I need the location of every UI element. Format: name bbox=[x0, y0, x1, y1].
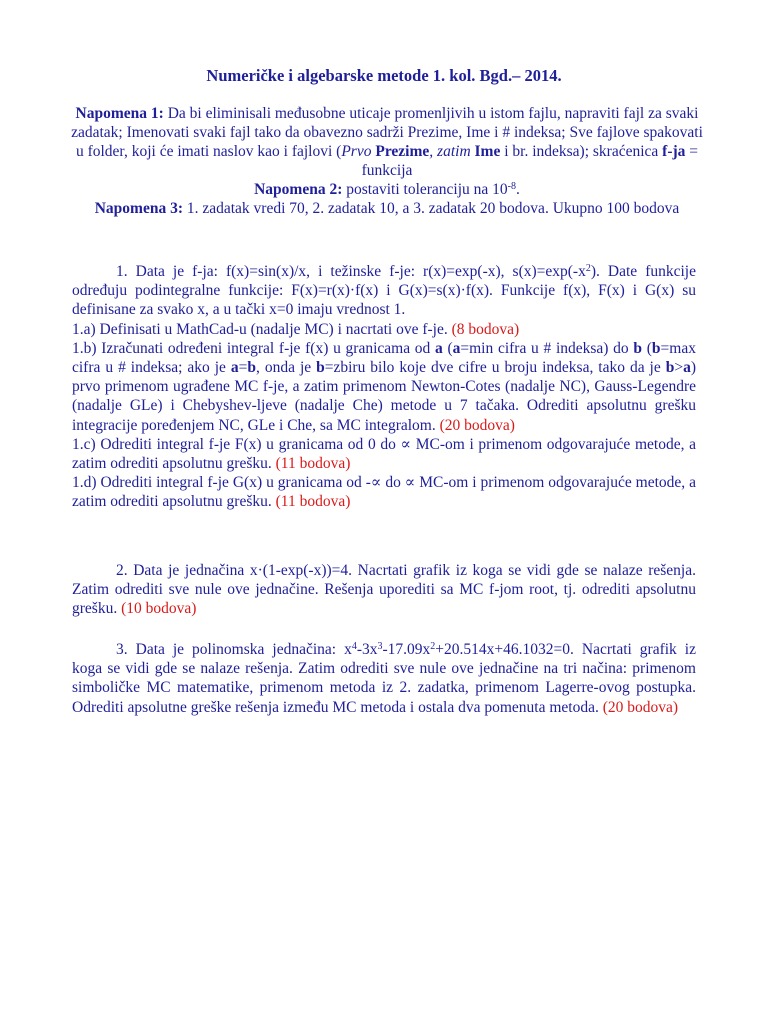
task-3-text: -3x bbox=[356, 641, 378, 658]
task-1c-points: (11 bodova) bbox=[275, 455, 351, 473]
task-3-text: 3. Data je polinomska jednačina: x bbox=[116, 641, 352, 658]
note-2-label: Napomena 2: bbox=[254, 181, 343, 198]
task-1b-var-a: a bbox=[683, 359, 691, 377]
task-1b-part: ) prvo primenom ugrađene MC f-je, a zatim primenom Newton-Cotes (nadalje NC), Gauss-Legendre (nadalje GLe) i Chebyshev-ljeve (nadalje Che) metode u 7 tačaka. Odrediti apsolutnu grešku integracije poređenjem NC, GLe i Che, sa MC integralom. bbox=[72, 359, 697, 434]
task-1c bbox=[72, 435, 696, 473]
task-1b-var-b: b bbox=[247, 359, 257, 377]
task-1b-part: = bbox=[238, 359, 248, 377]
task-1-intro bbox=[72, 262, 696, 320]
task-1c-text: 1.c) Odrediti integral f-je F(x) u granicama od 0 do ∝ MC-om i primenom odgovarajuće metode, a zatim odrediti apsolutnu grešku. bbox=[72, 435, 696, 473]
task-1b-var-b: b bbox=[633, 339, 643, 357]
task-1b-points: (20 bodova) bbox=[439, 416, 515, 434]
task-2-points: (10 bodova) bbox=[121, 600, 197, 618]
task-1-intro-a: 1. Data je f-ja: f(x)=sin(x)/x, i težinske f-je: r(x)=exp(-x), s(x)=exp(-x bbox=[116, 263, 586, 280]
task-1b-part: =max cifra u # indeksa; ako je bbox=[72, 339, 696, 377]
note-3-text: 1. zadatak vredi 70, 2. zadatak 10, a 3. zadatak 20 bodova. Ukupno 100 bodova bbox=[182, 200, 680, 217]
note-2 bbox=[66, 180, 708, 199]
note-1-text-b: i br. indeksa); skraćenica bbox=[500, 143, 663, 160]
task-1d-text: 1.d) Odrediti integral f-je G(x) u granicama od -∝ do ∝ MC-om i primenom odgovarajuće metode, a zatim odrediti apsolutnu grešku. bbox=[72, 474, 696, 511]
note-2-exponent: -8 bbox=[507, 181, 517, 192]
task-2 bbox=[72, 561, 696, 619]
note-3 bbox=[66, 199, 708, 218]
note-1-ime: Ime bbox=[474, 143, 501, 160]
task-1b-part: 1.b) Izračunati određeni integral f-je f(x) u granicama od bbox=[72, 339, 435, 357]
task-1d bbox=[72, 473, 696, 511]
task-1d-points: (11 bodova) bbox=[275, 493, 351, 511]
task-1b-var-b: b bbox=[665, 359, 675, 377]
note-1-prvo: Prvo bbox=[341, 143, 372, 160]
task-1a-text: 1.a) Definisati u MathCad-u (nadalje MC) i nacrtati ove f-je. bbox=[72, 320, 452, 338]
task-3-exponent: 3 bbox=[377, 641, 383, 652]
task-3-paragraph bbox=[72, 640, 696, 717]
note-1-fja: f-ja bbox=[662, 143, 686, 160]
task-1b-part: ( bbox=[442, 339, 453, 357]
task-1b bbox=[72, 339, 696, 435]
task-1b-var-a: a bbox=[452, 339, 461, 357]
task-1b-var-a: a bbox=[230, 359, 239, 377]
note-1-zatim: , zatim bbox=[429, 143, 475, 160]
note-2-end: . bbox=[516, 181, 520, 198]
task-3-text: -17.09x bbox=[382, 641, 431, 658]
task-2-text: 2. Data je jednačina x·(1-exp(-x))=4. Nacrtati grafik iz koga se vidi gde se nalaze rešenja. Zatim odrediti sve nule ove jednačine. Rešenja uporediti sa MC f-jom root, tj. odrediti apsolutnu grešku. bbox=[72, 562, 696, 618]
page-title: Numeričke i algebarske metode 1. kol. Bgd.– 2014. bbox=[206, 66, 562, 85]
task-3-points: (20 bodova) bbox=[602, 698, 679, 716]
note-3-label: Napomena 3: bbox=[94, 200, 183, 217]
task-1b-part: =zbiru bilo koje dve cifre u broju indeksa, tako da je bbox=[324, 359, 666, 377]
note-1-prezime: Prezime bbox=[375, 143, 430, 160]
task-1b-part: > bbox=[674, 359, 684, 377]
task-1b-var-a: a bbox=[435, 339, 443, 357]
note-2-text: postaviti toleranciju na 10 bbox=[342, 181, 508, 198]
note-1-label: Napomena 1: bbox=[75, 105, 164, 122]
task-3-exponent: 4 bbox=[351, 641, 357, 652]
note-1-text-a: Da bi eliminisali međusobne uticaje promenljivih u istom fajlu, napraviti fajl za svaki zadatak; Imenovati svaki fajl tako da obavezno sadrži Prezime, Ime i # indeksa; Sve fajlove spakovati u folder, koji će imati naslov kao i fajlovi ( bbox=[71, 105, 703, 160]
task-1-intro-b: ). Date funkcije određuju podintegralne funkcije: F(x)=r(x)·f(x) i G(x)=s(x)·f(x). Funkcije f(x), F(x) i G(x) su definisane za svako x, a u tački x=0 imaju vrednost 1. bbox=[72, 263, 696, 319]
task-1b-var-b: b bbox=[651, 339, 661, 357]
task-1 bbox=[72, 262, 696, 512]
task-1b-part: ( bbox=[642, 339, 652, 357]
task-1-intro-exponent: 2 bbox=[585, 263, 591, 274]
task-1b-var-b: b bbox=[316, 359, 325, 377]
task-2-paragraph bbox=[72, 561, 696, 619]
task-3-text: +20.514x+46.1032=0. Nacrtati grafik iz koga se vidi gde se nalaze rešenja. Zatim odrediti sve nule ove jednačine na tri načina: primenom simboličke MC matematike, primenom metoda iz 2. zadatka, primenom Lagerre-ovog postupka. Odrediti apsolutne greške rešenja između MC metoda i ostala dva pomenuta metoda. bbox=[72, 641, 696, 716]
task-1a-points: (8 bodova) bbox=[451, 320, 520, 338]
task-1b-part: , onda je bbox=[256, 359, 317, 377]
task-1b-part: =min cifra u # indeksa) do bbox=[460, 339, 634, 357]
task-3 bbox=[72, 640, 696, 717]
note-1 bbox=[66, 104, 708, 180]
task-3-exponent: 2 bbox=[430, 641, 436, 652]
note-1-text-c: = funkcija bbox=[361, 143, 699, 179]
task-1a bbox=[72, 320, 696, 339]
notes-block bbox=[66, 104, 708, 218]
